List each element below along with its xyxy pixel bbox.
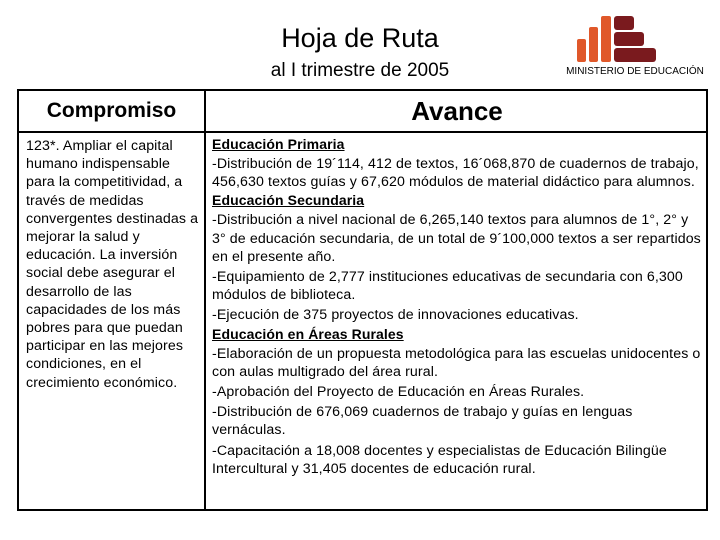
column-header-avance: Avance (411, 95, 503, 126)
ministry-name: MINISTERIO DE EDUCACIÓN (566, 66, 704, 77)
avance-content (212, 135, 706, 478)
page-title: Hoja de Ruta (281, 23, 439, 53)
avance-item: -Elaboración de un propuesta metodológica para las escuelas unidocentes o con aulas multigrado del área rural. (212, 345, 701, 380)
section-heading-secundaria: Educación Secundaria (212, 192, 365, 209)
compromiso-text: 123*. Ampliar el capital humano indispensable para la competitividad, a través de medidas convergentes destinadas a mejorar la salud y educación. La inversión social debe asegurar el desarrollo de las capacidades de los más pobres para que puedan participar en las mejores condiciones, en el crecimiento económico. (26, 138, 199, 391)
column-header-compromiso: Compromiso (46, 99, 177, 122)
avance-item: -Aprobación del Proyecto de Educación en Áreas Rurales. (212, 384, 585, 401)
column-divider (204, 91, 206, 509)
section-heading-rurales: Educación en Áreas Rurales (212, 325, 404, 342)
avance-item: -Distribución a nivel nacional de 6,265,140 textos para alumnos de 1°, 2° y 3° de educación secundaria, de un total de 9´100,000 textos a ser repartidos en el presente año. (212, 212, 701, 265)
ministry-logo (560, 10, 710, 82)
avance-item: -Distribución de 676,069 cuadernos de trabajo y guías en lenguas vernáculas. (212, 404, 633, 439)
page-subtitle: al I trimestre de 2005 (270, 60, 450, 81)
avance-item: -Distribución de 19´114, 412 de textos, 16´068,870 de cuadernos de trabajo, 456,630 textos guías y 67,620 módulos de material didáctico para alumnos. (212, 156, 699, 191)
avance-item: -Capacitación a 18,008 docentes y especialistas de Educación Bilingüe Intercultural y 31,405 docentes de educación rural. (212, 442, 667, 477)
ministry-logo-icon (574, 14, 684, 64)
avance-item: -Ejecución de 375 proyectos de innovaciones educativas. (212, 307, 579, 324)
roadmap-table (17, 89, 708, 511)
title-block (220, 22, 500, 84)
section-heading-primaria: Educación Primaria (212, 136, 345, 152)
header-divider (19, 131, 706, 133)
avance-item: -Equipamiento de 2,777 instituciones educativas de secundaria con 6,300 módulos de biblioteca. (212, 269, 683, 304)
